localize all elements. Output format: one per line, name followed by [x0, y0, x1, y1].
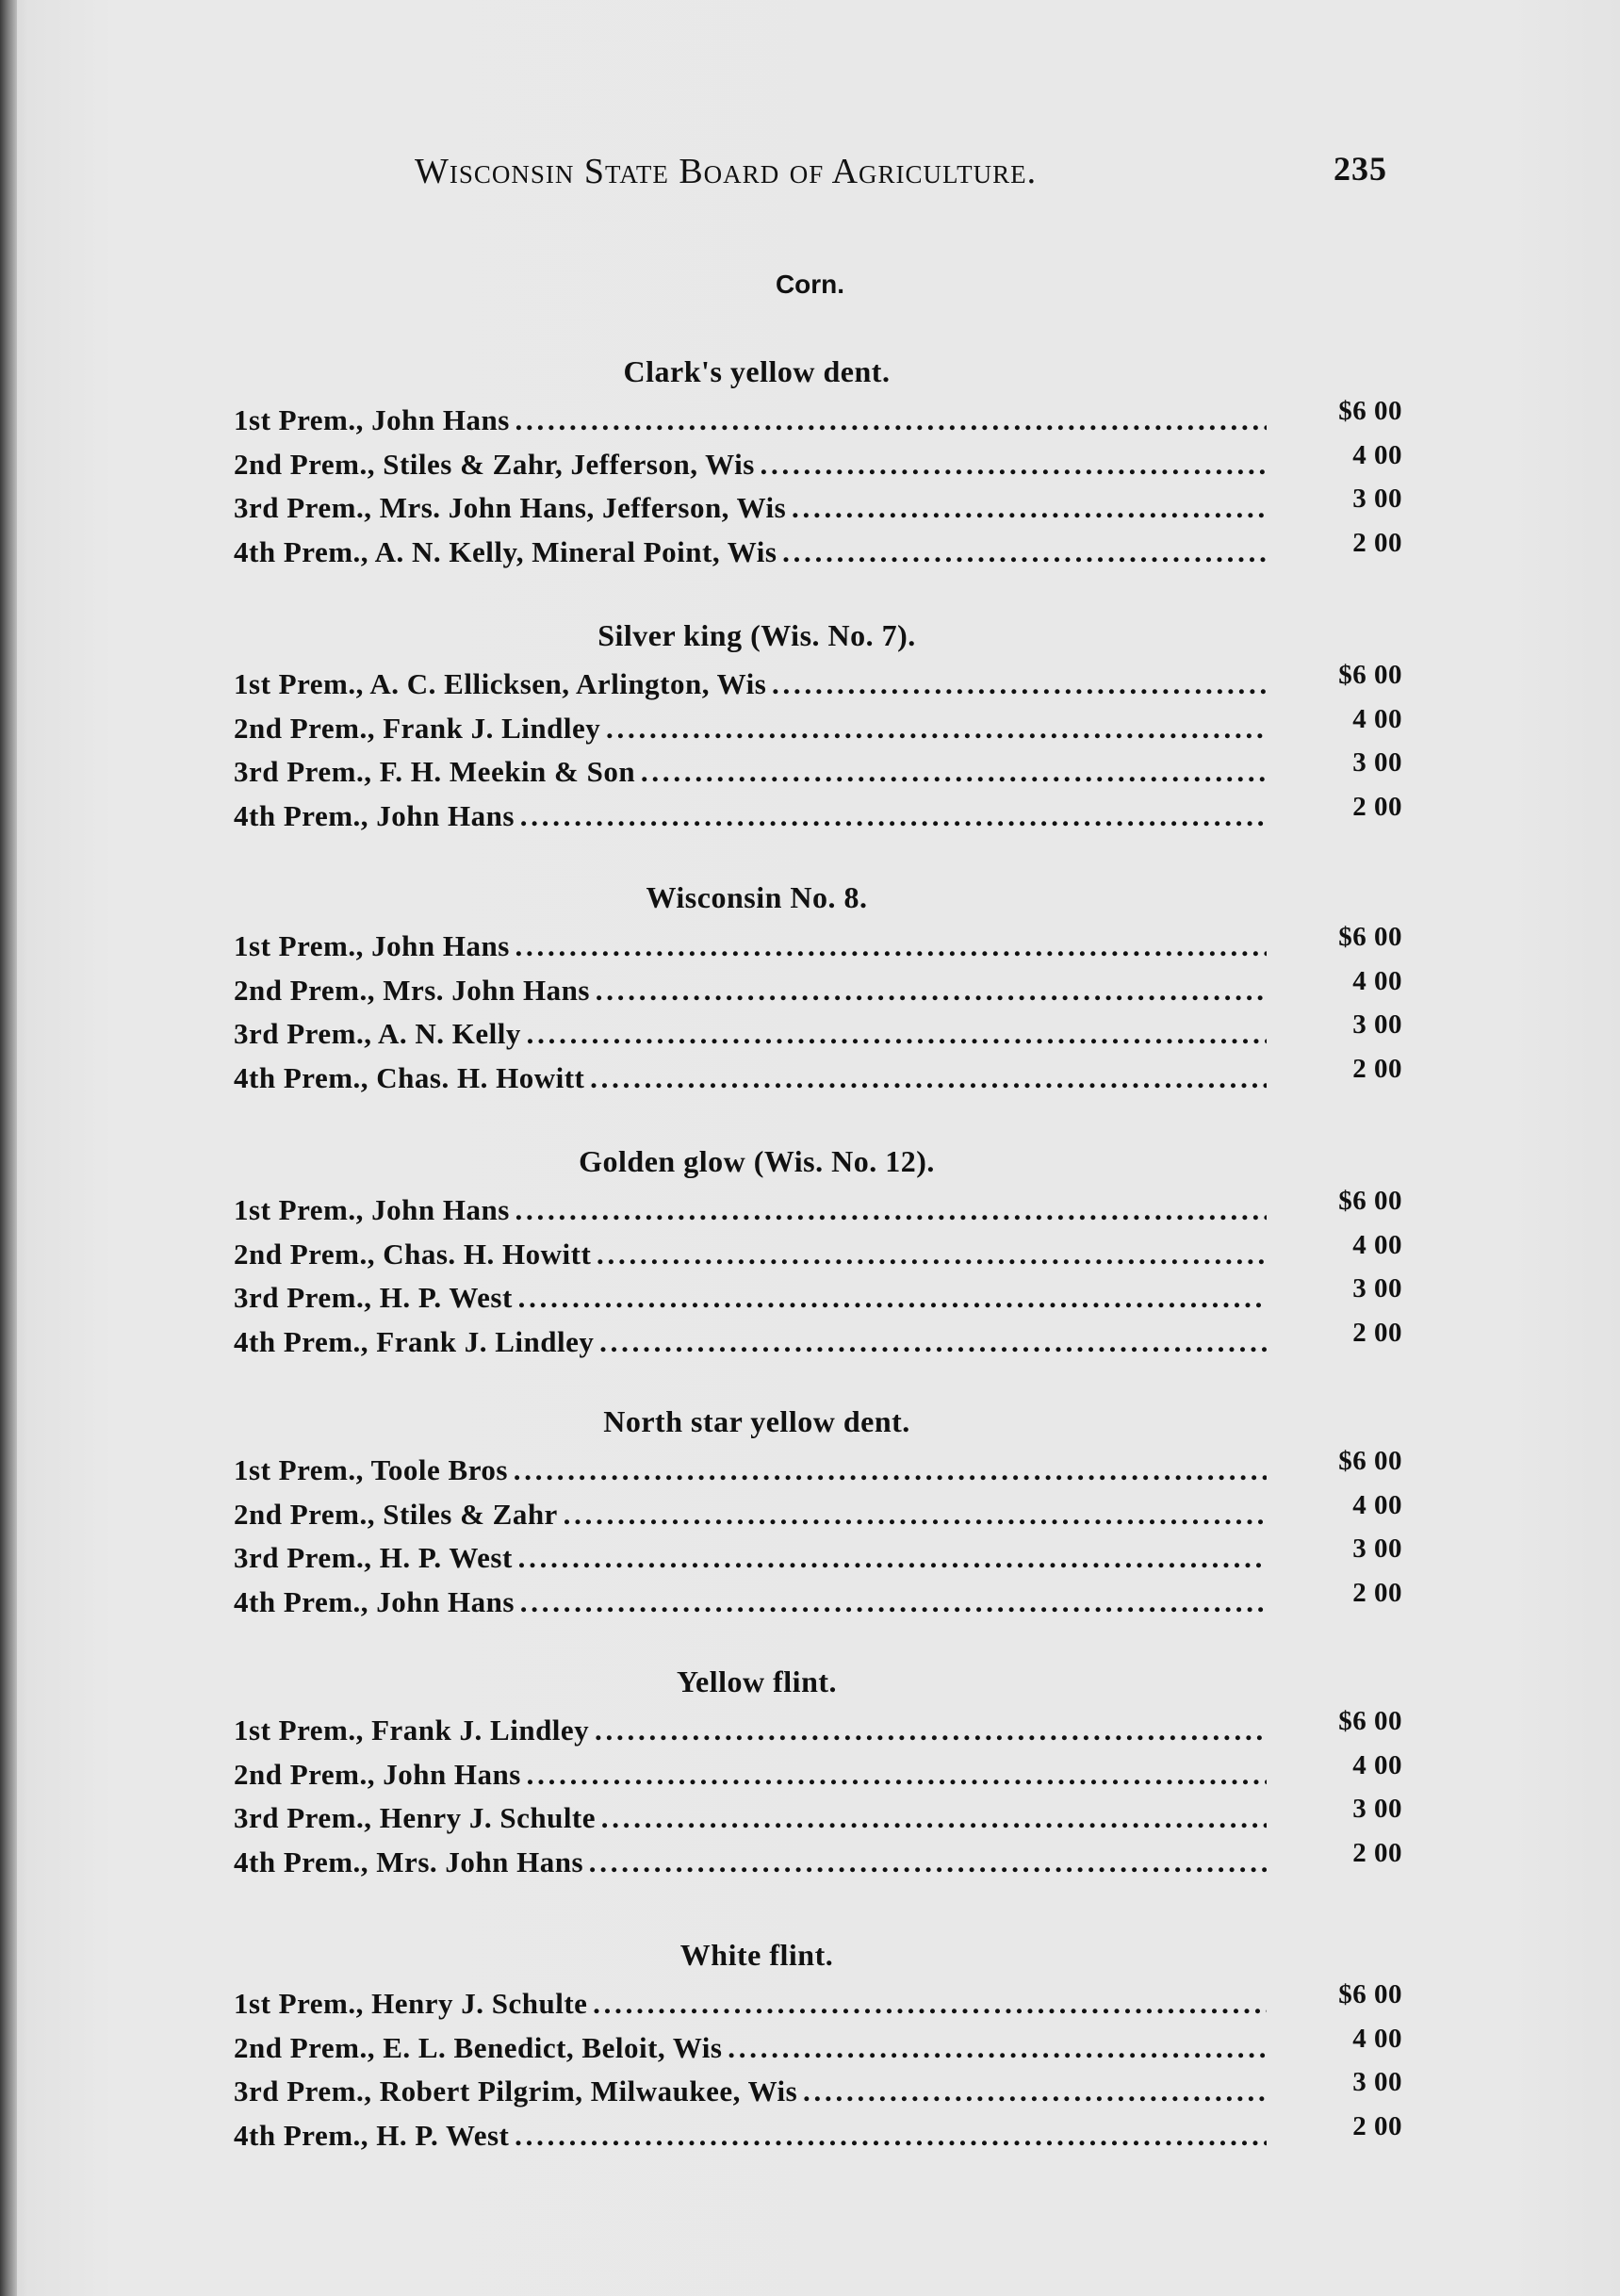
winner-name: John Hans — [376, 1584, 515, 1618]
premium-amount: $6 00 — [1338, 396, 1402, 426]
winner-name: E. L. Benedict, Beloit, Wis — [383, 2030, 723, 2064]
winner-name: Frank J. Lindley — [383, 711, 601, 745]
premium-place: 4th Prem., — [234, 798, 369, 832]
winner-name: F. H. Meekin & Son — [379, 755, 636, 788]
category-title: Wisconsin No. 8. — [646, 880, 868, 914]
category-title: North star yellow dent. — [603, 1404, 910, 1438]
winner-name: John Hans — [371, 1193, 510, 1226]
premium-entry — [234, 1794, 1402, 1845]
header-title: Wisconsin State Board of Agriculture. — [415, 152, 1038, 191]
category-block — [234, 618, 1402, 882]
premium-place: 3rd Prem., — [234, 755, 372, 788]
premium-place: 3rd Prem., — [234, 491, 372, 524]
premium-place: 1st Prem., — [234, 929, 364, 962]
premium-amount: 4 00 — [1352, 965, 1402, 996]
winner-name: Mrs. John Hans — [383, 973, 590, 1007]
premium-place: 4th Prem., — [234, 534, 369, 568]
entry-text — [234, 448, 1267, 482]
entry-text — [234, 1281, 1267, 1315]
entry-text — [234, 1017, 1267, 1051]
premium-amount: 2 00 — [1352, 2110, 1402, 2141]
premium-entry — [234, 1317, 1402, 1369]
premium-amount: $6 00 — [1338, 1979, 1402, 2009]
category-title: White flint. — [679, 1938, 834, 1972]
winner-name: Frank J. Lindley — [376, 1324, 595, 1358]
premium-entry — [234, 965, 1402, 1017]
premium-place: 3rd Prem., — [234, 1281, 372, 1314]
premium-place: 1st Prem., — [234, 1987, 364, 2020]
premium-amount: $6 00 — [1338, 1186, 1402, 1216]
premium-entry — [234, 1837, 1402, 1889]
entry-text — [234, 1193, 1267, 1227]
category-title: Silver king (Wis. No. 7). — [597, 618, 916, 652]
premium-amount: 3 00 — [1352, 1273, 1402, 1304]
entry-text — [234, 2031, 1267, 2065]
premium-entry — [234, 1053, 1402, 1105]
premium-entry — [234, 1706, 1402, 1757]
page-number: 235 — [1334, 150, 1387, 188]
premium-place: 2nd Prem., — [234, 1237, 375, 1271]
category-block — [234, 1665, 1402, 1928]
premium-amount: 4 00 — [1352, 1229, 1402, 1260]
winner-name: Henry J. Schulte — [379, 1801, 597, 1834]
entry-text — [234, 1541, 1267, 1575]
premium-place: 4th Prem., — [234, 1845, 369, 1878]
premium-place: 3rd Prem., — [234, 2075, 372, 2107]
winner-name: A. C. Ellicksen, Arlington, Wis — [369, 667, 767, 700]
winner-name: Stiles & Zahr — [383, 1497, 558, 1531]
entry-text — [234, 1061, 1267, 1095]
category-title: Clark's yellow dent. — [623, 354, 891, 388]
premium-amount: 4 00 — [1352, 2023, 1402, 2054]
winner-name: A. N. Kelly — [378, 1017, 521, 1050]
premium-amount: $6 00 — [1338, 1446, 1402, 1476]
entry-text — [234, 1801, 1267, 1835]
premium-amount: 2 00 — [1352, 1837, 1402, 1868]
winner-name: Frank J. Lindley — [371, 1714, 590, 1747]
category-block — [234, 1404, 1402, 1668]
winner-name: H. P. West — [379, 1541, 513, 1574]
premium-entry — [234, 2023, 1402, 2075]
premium-amount: 2 00 — [1352, 1577, 1402, 1608]
premium-amount: 3 00 — [1352, 747, 1402, 778]
entry-text — [234, 1498, 1267, 1532]
premium-place: 1st Prem., — [234, 1193, 364, 1226]
winner-name: H. P. West — [376, 2118, 510, 2152]
winner-name: Chas. H. Howitt — [383, 1237, 592, 1271]
entry-text — [234, 1845, 1267, 1879]
category-block — [234, 1144, 1402, 1408]
premium-entry — [234, 1186, 1402, 1237]
premium-amount: 4 00 — [1352, 439, 1402, 470]
winner-name: Stiles & Zahr, Jefferson, Wis — [383, 447, 755, 481]
premium-place: 4th Prem., — [234, 1324, 369, 1358]
winner-name: H. P. West — [379, 1281, 513, 1314]
entry-text — [234, 1325, 1267, 1359]
entry-text — [234, 929, 1267, 963]
premium-entry — [234, 484, 1402, 534]
premium-amount: 4 00 — [1352, 703, 1402, 734]
premium-amount: 3 00 — [1352, 1009, 1402, 1040]
premium-entry — [234, 747, 1402, 798]
entry-text — [234, 2119, 1267, 2153]
premium-place: 3rd Prem., — [234, 1017, 372, 1050]
winner-name: Henry J. Schulte — [371, 1987, 588, 2020]
premium-entry — [234, 439, 1402, 491]
category-title: Golden glow (Wis. No. 12). — [579, 1144, 935, 1178]
premium-entry — [234, 1533, 1402, 1584]
premium-amount: 4 00 — [1352, 1489, 1402, 1520]
winner-name: Mrs. John Hans, Jefferson, Wis — [379, 491, 787, 524]
premium-entry — [234, 1446, 1402, 1497]
premium-entry — [234, 1749, 1402, 1801]
premium-amount: 3 00 — [1352, 1794, 1402, 1824]
premium-entry — [234, 791, 1402, 843]
entry-text — [234, 1714, 1267, 1747]
entry-text — [234, 1987, 1267, 2021]
entry-text — [234, 974, 1267, 1008]
premium-place: 2nd Prem., — [234, 711, 375, 745]
entry-text — [234, 799, 1267, 833]
premium-entry — [234, 1489, 1402, 1541]
book-binding-edge — [0, 0, 17, 2296]
premium-entry — [234, 2110, 1402, 2162]
premium-amount: 3 00 — [1352, 2067, 1402, 2097]
premium-amount: 3 00 — [1352, 484, 1402, 514]
winner-name: Toole Bros — [370, 1453, 508, 1486]
premium-place: 1st Prem., — [234, 1453, 364, 1486]
premium-place: 1st Prem., — [234, 667, 364, 700]
entry-text — [234, 755, 1267, 789]
premium-amount: $6 00 — [1338, 660, 1402, 690]
premium-amount: 4 00 — [1352, 1749, 1402, 1780]
winner-name: John Hans — [383, 1757, 521, 1791]
entry-text — [234, 491, 1267, 525]
premium-amount: 2 00 — [1352, 791, 1402, 822]
premium-entry — [234, 1577, 1402, 1629]
winner-name: John Hans — [376, 798, 515, 832]
premium-place: 4th Prem., — [234, 2118, 369, 2152]
premium-place: 1st Prem., — [234, 1714, 364, 1747]
section-title: Corn. — [775, 270, 845, 299]
entry-text — [234, 1758, 1267, 1792]
premium-entry — [234, 1229, 1402, 1281]
premium-place: 4th Prem., — [234, 1060, 369, 1094]
premium-entry — [234, 1009, 1402, 1060]
premium-entry — [234, 396, 1402, 447]
winner-name: Chas. H. Howitt — [376, 1060, 585, 1094]
premium-place: 3rd Prem., — [234, 1541, 372, 1574]
premium-entry — [234, 2067, 1402, 2118]
entry-text — [234, 712, 1267, 746]
entry-text — [234, 403, 1267, 437]
category-block — [234, 880, 1402, 1144]
entry-text — [234, 1453, 1267, 1487]
entry-text — [234, 2075, 1267, 2108]
premium-entry — [234, 922, 1402, 973]
premium-place: 3rd Prem., — [234, 1801, 372, 1834]
premium-amount: $6 00 — [1338, 922, 1402, 952]
premium-amount: $6 00 — [1338, 1706, 1402, 1736]
premium-place: 2nd Prem., — [234, 1757, 375, 1791]
entry-text — [234, 1238, 1267, 1271]
winner-name: Robert Pilgrim, Milwaukee, Wis — [379, 2075, 798, 2107]
winner-name: A. N. Kelly, Mineral Point, Wis — [374, 534, 777, 568]
category-block — [234, 1938, 1402, 2202]
entry-text — [234, 1585, 1267, 1619]
premium-place: 4th Prem., — [234, 1584, 369, 1618]
premium-amount: 3 00 — [1352, 1533, 1402, 1564]
winner-name: John Hans — [371, 929, 510, 962]
premium-place: 2nd Prem., — [234, 2030, 375, 2064]
premium-entry — [234, 1273, 1402, 1324]
entry-text — [234, 667, 1267, 701]
entry-text — [234, 535, 1267, 569]
premium-place: 2nd Prem., — [234, 447, 375, 481]
category-title: Yellow flint. — [676, 1665, 838, 1698]
premium-place: 2nd Prem., — [234, 1497, 375, 1531]
premium-place: 1st Prem., — [234, 403, 364, 436]
winner-name: Mrs. John Hans — [376, 1845, 584, 1878]
premium-entry — [234, 1979, 1402, 2030]
winner-name: John Hans — [371, 403, 510, 436]
premium-entry — [234, 660, 1402, 711]
premium-amount: 2 00 — [1352, 1053, 1402, 1084]
premium-entry — [234, 527, 1402, 579]
premium-place: 2nd Prem., — [234, 973, 375, 1007]
premium-amount: 2 00 — [1352, 527, 1402, 558]
premium-entry — [234, 703, 1402, 755]
premium-amount: 2 00 — [1352, 1317, 1402, 1348]
category-block — [234, 354, 1402, 618]
